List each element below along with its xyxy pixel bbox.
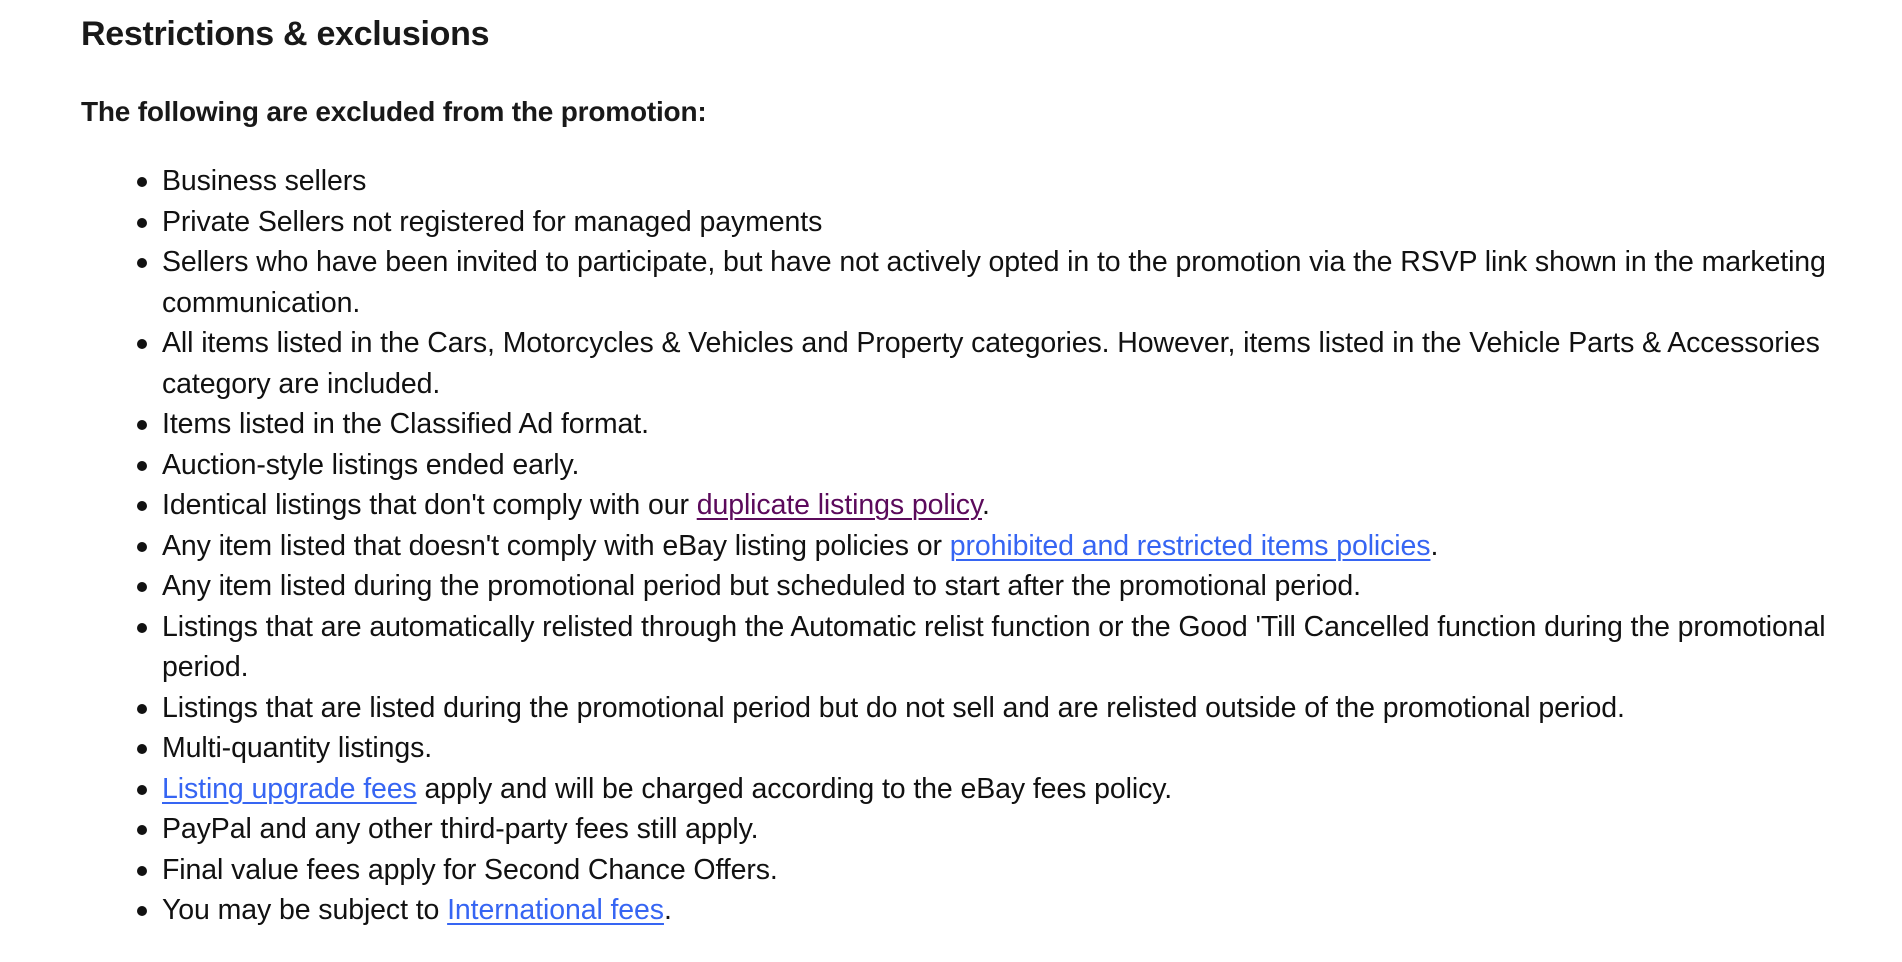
item-text-after: .	[663, 894, 672, 926]
item-text: Business sellers	[162, 165, 367, 197]
item-text: All items listed in the Cars, Motorcycles & Vehicles and Property categories. However, items listed in the Vehicle Parts & Accessories category are included.	[162, 327, 1820, 400]
item-text: Items listed in the Classified Ad format.	[162, 408, 649, 440]
list-item	[162, 404, 1861, 445]
list-item	[162, 161, 1861, 202]
item-text: Final value fees apply for Second Chance Offers.	[162, 853, 778, 886]
list-item	[162, 202, 1861, 243]
list-item	[162, 850, 1861, 891]
section-title: Restrictions & exclusions	[81, 15, 490, 53]
restrictions-section	[81, 0, 1861, 931]
list-item	[162, 890, 1861, 931]
international-fees-link[interactable]: International fees	[447, 894, 664, 926]
item-text: Any item listed during the promotional period but scheduled to start after the promotional period.	[162, 570, 1361, 602]
item-text: Multi-quantity listings.	[162, 732, 433, 764]
list-item	[162, 728, 1861, 769]
list-item	[162, 526, 1861, 567]
item-text-before: Any item listed that doesn't comply with eBay listing policies or	[162, 529, 950, 562]
intro-heading: The following are excluded from the promotion:	[81, 96, 707, 127]
list-item	[162, 607, 1861, 688]
item-text-after: apply and will be charged according to the eBay fees policy.	[416, 772, 1173, 805]
list-item	[162, 242, 1861, 323]
item-text: Private Sellers not registered for managed payments	[162, 205, 823, 238]
item-text-after: .	[1430, 529, 1439, 562]
item-text: Sellers who have been invited to participate, but have not actively opted in to the promotion via the RSVP link shown in the marketing communication.	[162, 246, 1826, 319]
item-text: Listings that are listed during the promotional period but do not sell and are relisted outside of the promotional period.	[162, 691, 1625, 724]
prohibited-items-policies-link[interactable]: prohibited and restricted items policies	[949, 529, 1431, 562]
list-item	[162, 323, 1861, 404]
item-text-before: Identical listings that don't comply with our	[162, 489, 697, 521]
list-item	[162, 809, 1861, 850]
item-text-before: You may be subject to	[162, 894, 448, 926]
duplicate-listings-policy-link[interactable]: duplicate listings policy	[696, 489, 982, 521]
item-text: PayPal and any other third-party fees still apply.	[162, 813, 759, 845]
list-item	[162, 769, 1861, 810]
exclusions-list	[81, 161, 1861, 931]
item-text: Auction-style listings ended early.	[162, 448, 580, 481]
item-text-after: .	[982, 489, 990, 521]
list-item	[162, 566, 1861, 607]
listing-upgrade-fees-link[interactable]: Listing upgrade fees	[162, 772, 417, 805]
list-item	[162, 688, 1861, 729]
list-item	[162, 485, 1861, 526]
item-text: Listings that are automatically relisted through the Automatic relist function or the Good 'Till Cancelled function during the promotional period.	[162, 610, 1826, 683]
list-item	[162, 445, 1861, 486]
